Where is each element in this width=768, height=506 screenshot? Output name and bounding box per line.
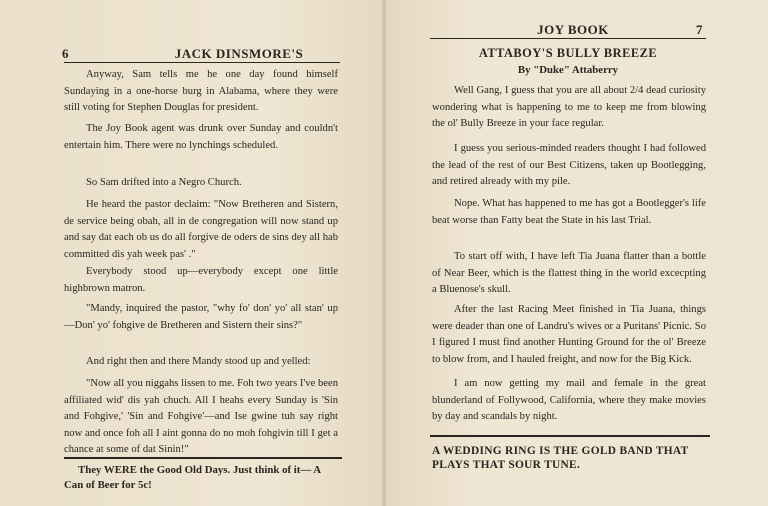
running-head: JOY BOOK bbox=[537, 22, 609, 37]
paragraph: Everybody stood up—everybody except one little highbrown matron. bbox=[64, 266, 338, 294]
article-byline: By "Duke" Attaberry bbox=[517, 64, 619, 76]
running-head: JACK DINSMORE'S bbox=[174, 46, 304, 61]
paragraph: I guess you serious-minded readers thought I had followed the lead of the rest of our Best Citizens, taken up Bootlegging, and retired already with my pile. bbox=[432, 143, 706, 188]
footer-rule bbox=[64, 457, 342, 459]
paragraph: The Joy Book agent was drunk over Sunday and couldn't entertain him. There were no lynchings scheduled. bbox=[64, 123, 338, 151]
paragraph: And right then and there Mandy stood up and yelled: bbox=[86, 356, 311, 367]
paragraph: To start off with, I have left Tia Juana flatter than a bottle of Near Beer, which is the flattest thing in the world excecpting a Bluenose's skull. bbox=[432, 251, 706, 296]
paragraph: Anyway, Sam tells me he one day found himself Sundaying in a one-horse burg in Alabama, where they were still voting for Stephen Douglas for president. bbox=[64, 69, 338, 114]
right-page bbox=[386, 0, 768, 506]
page-number: 6 bbox=[62, 46, 69, 61]
left-page bbox=[0, 0, 382, 506]
header-rule bbox=[430, 38, 706, 39]
paragraph: He heard the pastor declaim: "Now Bretheren and Sistern, de service being obah, all in de congregation will now stand up and say dat each ob us do all forgive de oders de sins dey all hab committed dis yah week pas' ." bbox=[64, 199, 338, 260]
paragraph: Well Gang, I guess that you are all about 2/4 dead curiosity wondering what is happening to me to keep me from blowing the ol' Bully Breeze in your face regular. bbox=[432, 85, 706, 130]
page-number: 7 bbox=[696, 22, 703, 37]
paragraph: So Sam drifted into a Negro Church. bbox=[86, 177, 242, 188]
paragraph: "Mandy, inquired the pastor, "why fo' don' yo' all stan' up —Don' yo' fohgive de Bretheren and Sistern their sins?" bbox=[64, 303, 338, 331]
footer-rule bbox=[430, 435, 710, 437]
article-title: ATTABOY'S BULLY BREEZE bbox=[478, 46, 658, 60]
paragraph: After the last Racing Meet finished in Tia Juana, things were deader than one of Landru's wives or a Puritans' Picnic. So I figured I must find another Hunting Ground for the ol' Breeze to blow from, and I hauled freight, and now for the Big Kick. bbox=[432, 304, 706, 365]
paragraph: I am now getting my mail and female in the great blunderland of Follywood, California, where they make movies by day and scandals by night. bbox=[432, 378, 706, 423]
paragraph: "Now all you niggahs lissen to me. Foh two years I've been affiliated wid' dis yah chuch. All I heahs every Sunday is 'Sin and Fohgive,' 'Sin and Fohgive'—and Ise gwine tuh say right now and once foh all I aint gonna do no moh fohgivin till I get a chance at some of dat Sinin!" bbox=[64, 378, 338, 456]
paragraph: Nope. What has happened to me has got a Bootlegger's life beat worse than Fatty beat the State in his last Trial. bbox=[432, 198, 706, 226]
header-rule bbox=[64, 62, 340, 63]
footer-note: They WERE the Good Old Days. Just think of it— A Can of Beer for 5c! bbox=[64, 464, 321, 491]
footer-note: A WEDDING RING IS THE GOLD BAND THAT PLAYS THAT SOUR TUNE. bbox=[432, 445, 689, 471]
